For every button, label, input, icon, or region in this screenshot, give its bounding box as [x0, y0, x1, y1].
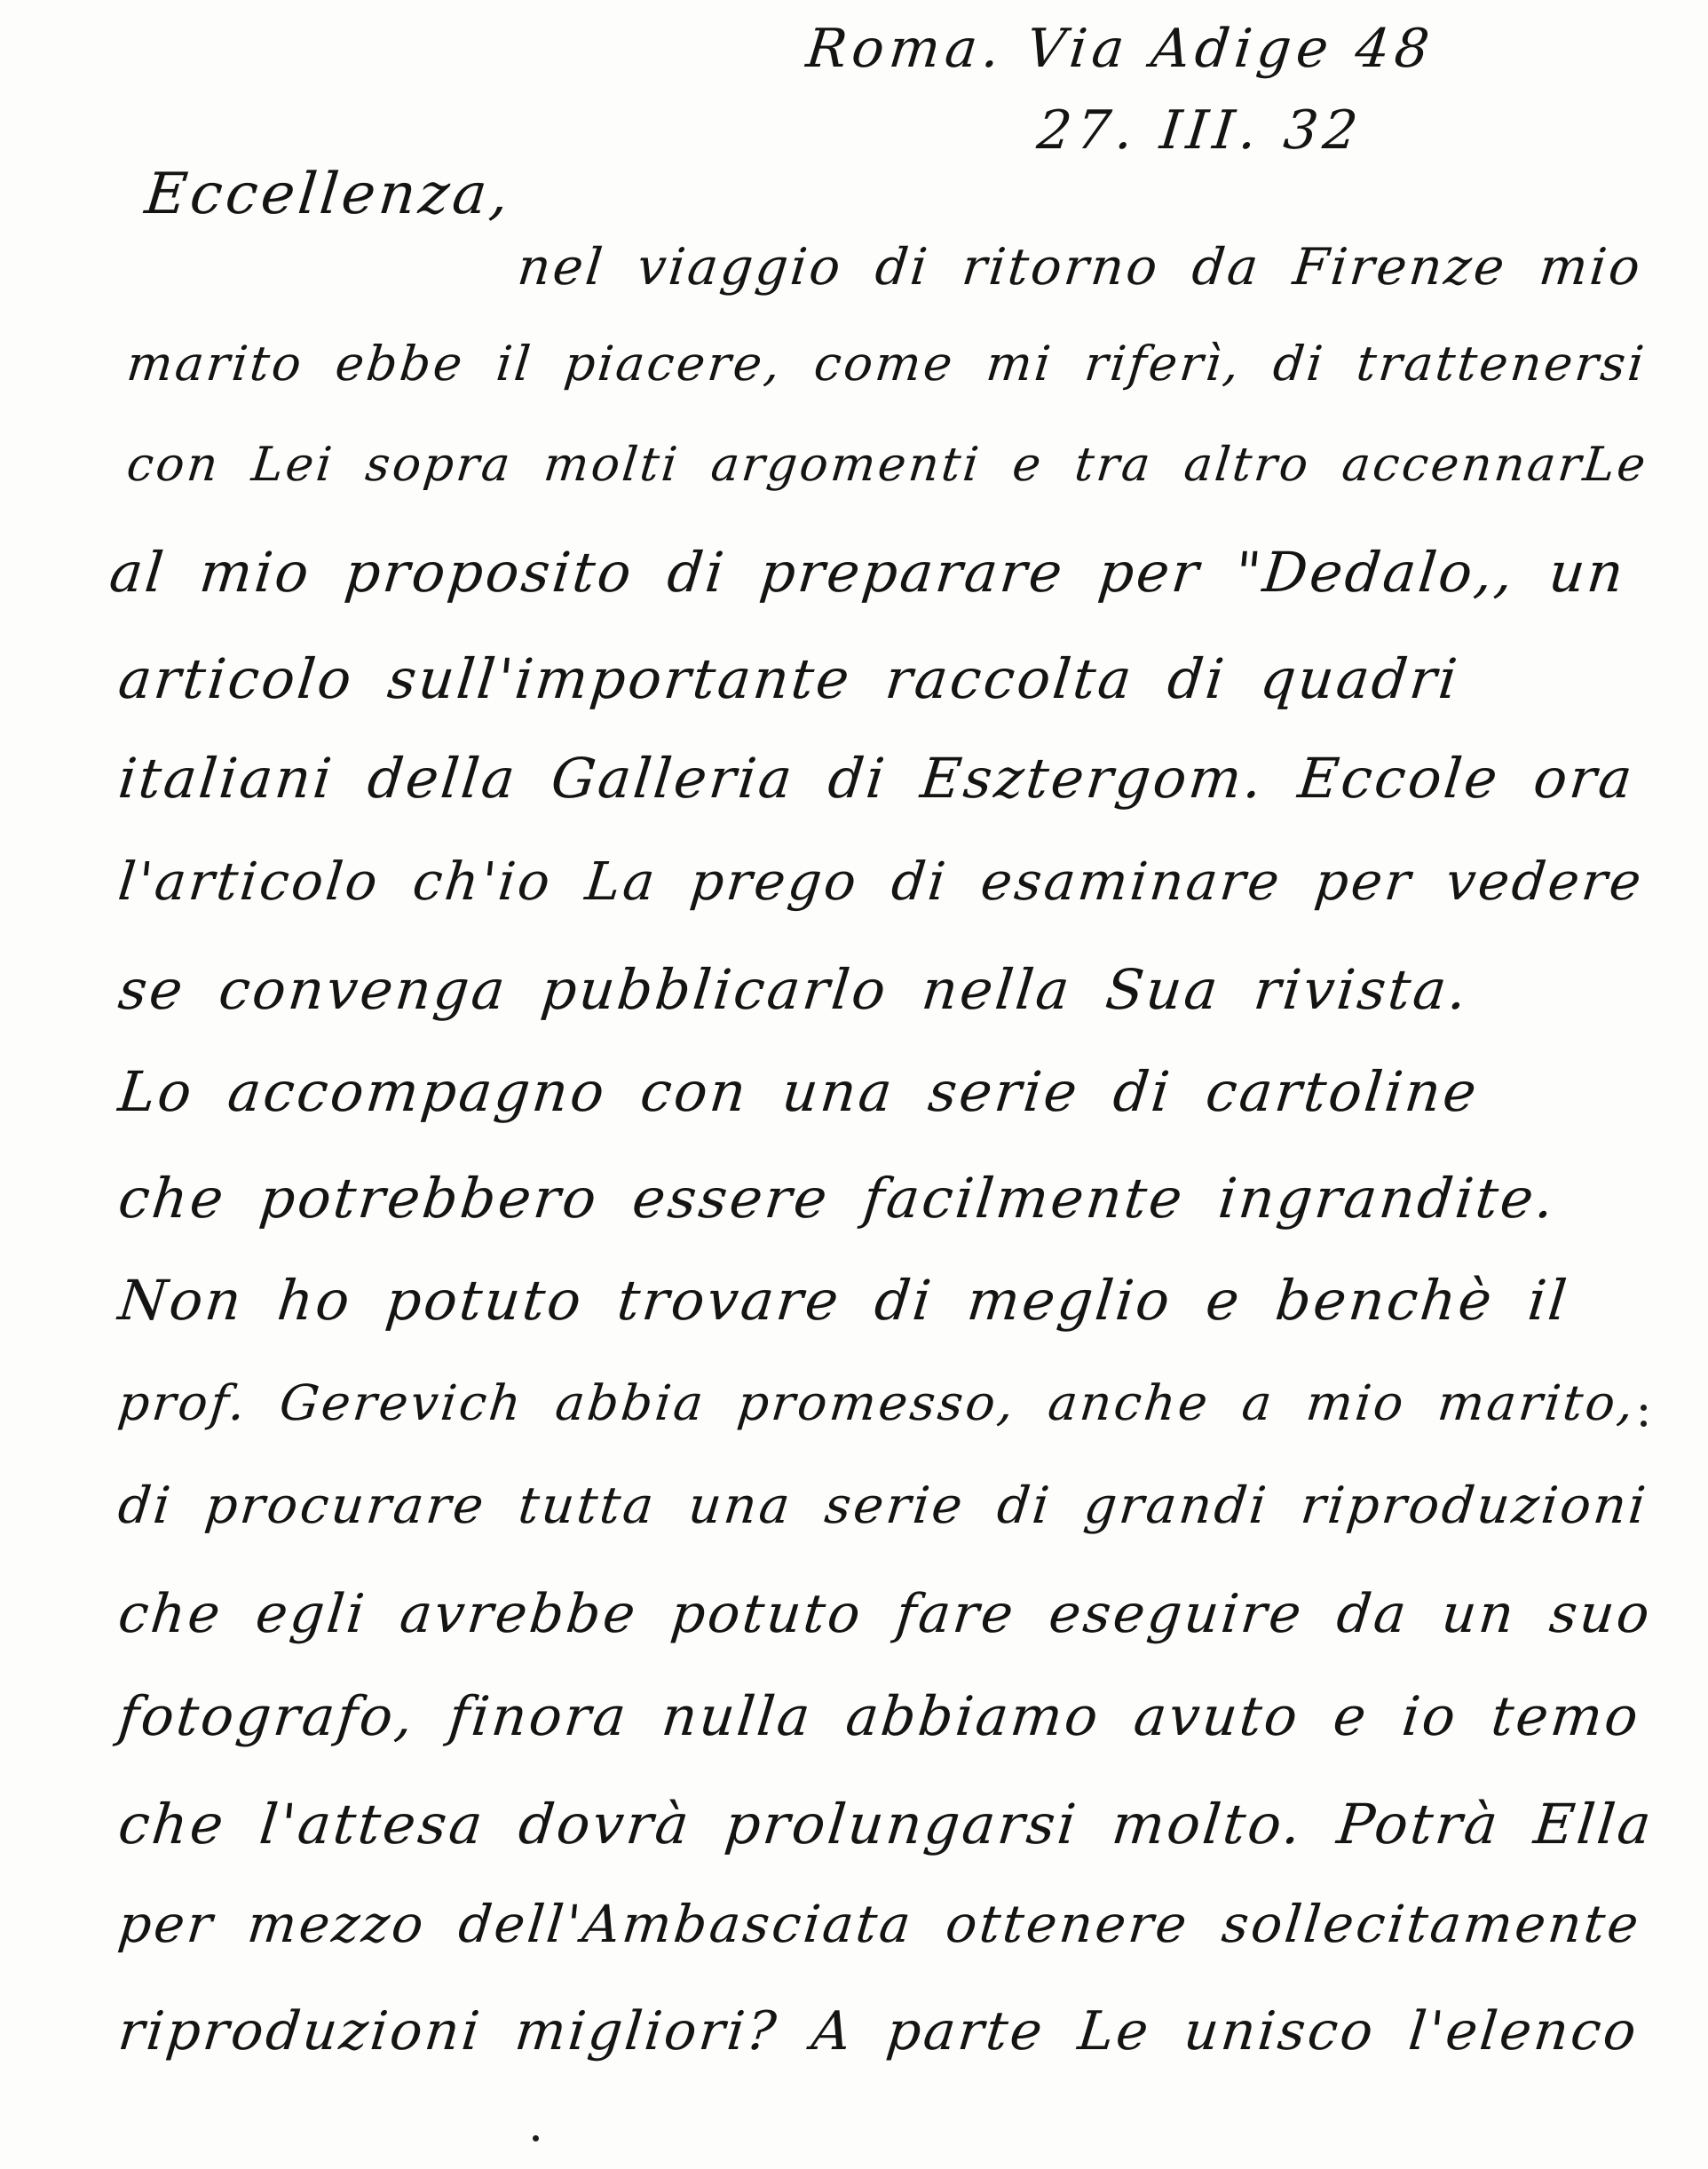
letter-line: per mezzo dell'Ambasciata ottenere sollecitamente — [115, 1894, 1644, 1954]
letter-place: Roma. Via Adige 48 — [803, 18, 1438, 80]
letter-line: che l'attesa dovrà prolungarsi molto. Potrà Ella — [115, 1792, 1657, 1856]
letter-line: al mio proposito di preparare per "Dedalo,, un — [107, 540, 1630, 605]
letter-line: con Lei sopra molti argomenti e tra altro accennarLe — [124, 438, 1651, 492]
ink-dot — [1641, 1421, 1647, 1427]
letter-line: fotografo, finora nulla abbiamo avuto e io temo — [115, 1685, 1644, 1748]
letter-line: marito ebbe il piacere, come mi riferì, di trattenersi — [124, 336, 1649, 392]
letter-line: italiani della Galleria di Esztergom. Eccole ora — [115, 746, 1638, 811]
letter-line: nel viaggio di ritorno da Firenze mio — [515, 238, 1646, 297]
letter-line: se convenga pubblicarlo nella Sua rivista. — [115, 957, 1473, 1022]
letter-line: che potrebbero essere facilmente ingrandite. — [115, 1166, 1560, 1231]
ink-dot — [533, 2135, 539, 2141]
ink-dot — [1641, 1405, 1647, 1411]
letter-line: di procurare tutta una serie di grandi riproduzioni — [115, 1476, 1651, 1535]
letter-line: Lo accompagno con una serie di cartoline — [115, 1059, 1483, 1124]
letter-line: riproduzioni migliori? A parte Le unisco l'elenco — [115, 2000, 1642, 2062]
letter-salutation: Eccellenza, — [142, 162, 516, 227]
letter-line: che egli avrebbe potuto fare eseguire da un suo — [115, 1583, 1656, 1645]
letter-date: 27. III. 32 — [1034, 99, 1366, 162]
letter-line: articolo sull'importante raccolta di quadri — [115, 646, 1463, 711]
letter-line: l'articolo ch'io La prego di esaminare per vedere — [115, 851, 1647, 912]
letter-line: prof. Gerevich abbia promesso, anche a mio marito, — [115, 1374, 1639, 1431]
letter-line: Non ho potuto trovare di meglio e benchè il — [115, 1268, 1573, 1333]
